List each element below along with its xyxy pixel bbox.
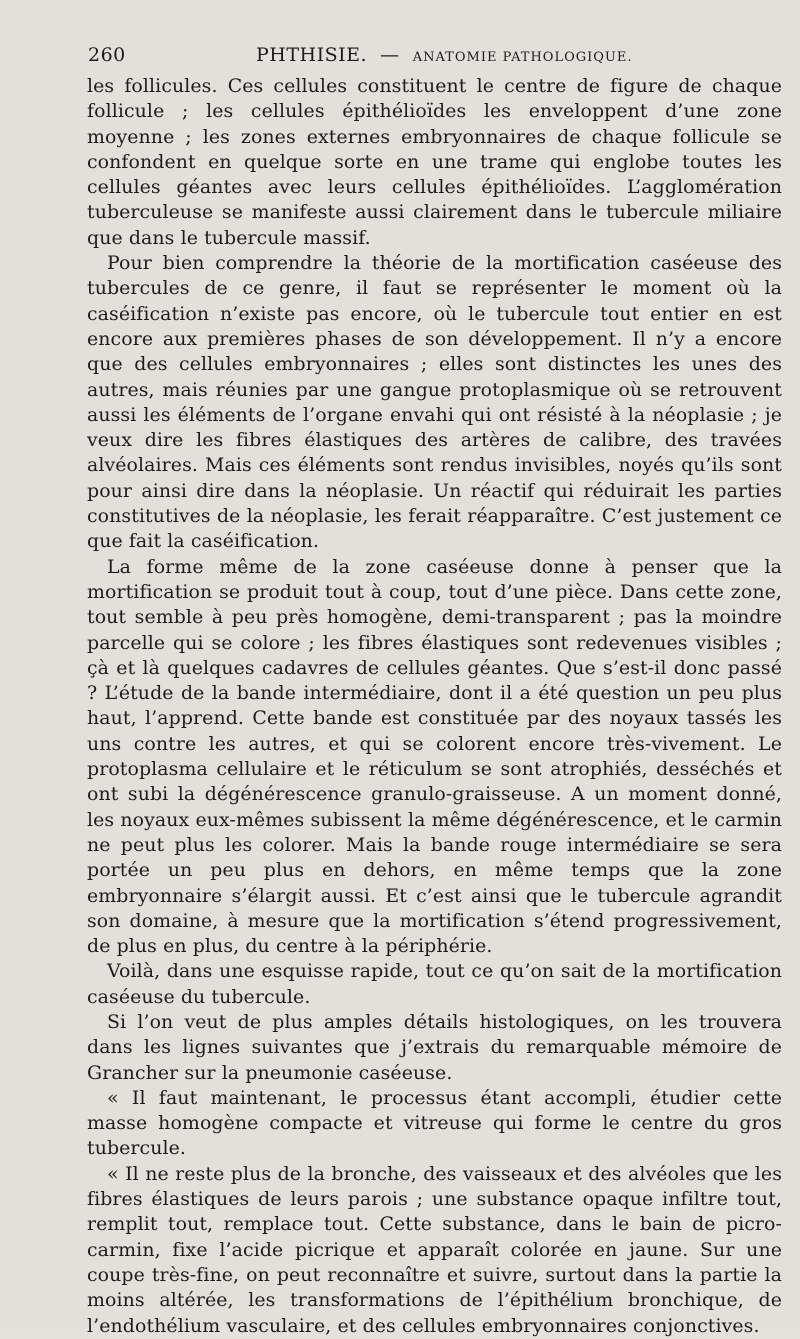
body-text [87,74,782,1339]
paragraph: Pour bien comprendre la théorie de la mortification caséeuse des tubercules de ce genre, il faut se représenter le moment où la caséification n’existe pas encore, où le tubercule tout entier en est encore aux premières phases de son développement. Il n’y a encore que des cellules embryonnaires ; elles sont distinctes les unes des autres, mais réunies par une gangue protoplasmique où se retrouvent aussi les éléments de l’organe envahi qui ont résisté à la néoplasie ; je veux dire les fibres élastiques des artères de calibre, des travées alvéolaires. Mais ces éléments sont rendus invisibles, noyés qu’ils sont pour ainsi dire dans la néoplasie. Un réactif qui réduirait les parties constitutives de la néoplasie, les ferait réapparaître. C’est justement ce que fait la caséification. [87,252,782,553]
paragraph: Voilà, dans une esquisse rapide, tout ce qu’on sait de la mortification caséeuse du tubercule. [87,960,782,1008]
chapter-title: PHTHISIE. [256,44,368,66]
quotation-paragraph: « Il faut maintenant, le processus étant accompli, étudier cette masse homogène compacte et vitreuse qui forme le centre du gros tubercule. [87,1086,782,1160]
paragraph: les follicules. Ces cellules constituent le centre de figure de chaque follicule ; les cellules épithélioïdes les enveloppent d’une zone moyenne ; les zones externes embryonnaires de chaque follicule se confondent en quelque sorte en une trame qui englobe toutes les cellules géantes avec leurs cellules épithélioïdes. L’agglomération tuberculeuse se manifeste aussi clairement dans le tubercule miliaire que dans le tubercule massif. [87,75,782,249]
paragraph: Si l’on veut de plus amples détails histologiques, on les trouvera dans les lignes suivantes que j’extrais du remarquable mémoire de Grancher sur la pneumonie caséeuse. [87,1010,782,1084]
quotation-paragraph: « Il ne reste plus de la bronche, des vaisseaux et des alvéoles que les fibres élastiques de leurs parois ; une substance opaque infiltre tout, remplit tout, remplace tout. Cette substance, dans le bain de picro-carmin, fixe l’acide picrique et apparaît colorée en jaune. Sur une coupe très-fine, on peut reconnaître et suivre, surtout dans la partie la moins altérée, les transformations de l’épithélium bronchique, de l’endothélium vasculaire, et des cellules embryonnaires conjonctives. [87,1162,782,1337]
running-title [256,44,633,66]
section-subtitle: ANATOMIE PATHOLOGIQUE. [412,50,633,65]
page-number: 260 [88,44,126,66]
running-header [88,42,782,72]
paragraph: La forme même de la zone caséeuse donne à penser que la mortification se produit tout à coup, tout d’une pièce. Dans cette zone, tout semble à peu près homogène, demi-transparent ; pas la moindre parcelle qui se colore ; les fibres élastiques sont redevenues visibles ; çà et là quelques cadavres de cellules géantes. Que s’est-il donc passé ? L’étude de la bande intermédiaire, dont il a été question un peu plus haut, l’apprend. Cette bande est constituée par des noyaux tassés les uns contre les autres, et qui se colorent encore très-vivement. Le protoplasma cellulaire et le réticulum se sont atrophiés, desséchés et ont subi la dégénérescence granulo-graisseuse. A un moment donné, les noyaux eux-mêmes subissent la même dégénérescence, et le carmin ne peut plus les colorer. Mais la bande rouge intermédiaire se sera portée un peu plus en dehors, en même temps que la zone embryonnaire s’élargit aussi. Et c’est ainsi que le tubercule agrandit son domaine, à mesure que la mortification s’étend progressivement, de plus en plus, du centre à la périphérie. [87,555,782,958]
title-dash: — [380,44,400,66]
